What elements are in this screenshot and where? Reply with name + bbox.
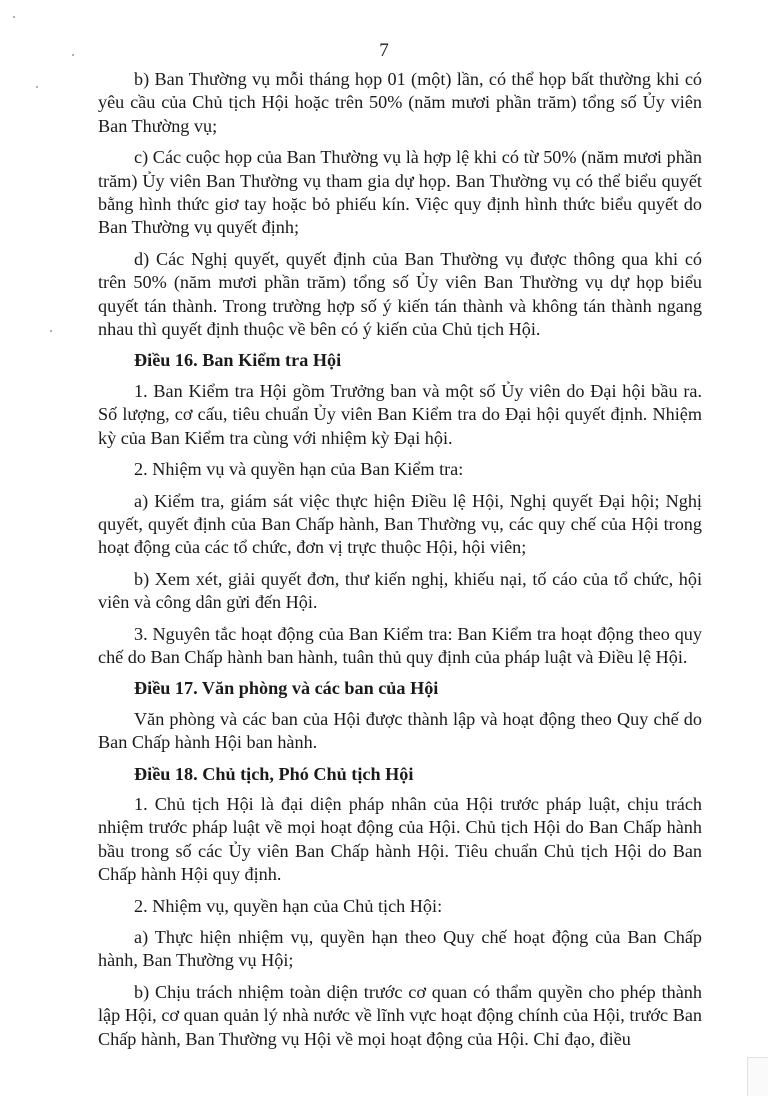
article-17-heading: Điều 17. Văn phòng và các ban của Hội bbox=[134, 678, 439, 699]
article-16-heading: Điều 16. Ban Kiểm tra Hội bbox=[134, 350, 342, 371]
scan-speck bbox=[50, 330, 52, 332]
page-number: 7 bbox=[379, 40, 389, 61]
article-18-clause-2: 2. Nhiệm vụ, quyền hạn của Chủ tịch Hội: bbox=[134, 895, 443, 916]
article-18-clause-1: 1. Chủ tịch Hội là đại diện pháp nhân của Hội trước pháp luật, chịu trách nhiệm trước pháp luật về mọi hoạt động của Hội. Chủ tịch Hội do Ban Chấp hành bầu trong số các Ủy viên Ban Chấp hành Hội. Tiêu chuẩn Chủ tịch Hội do Ban Chấp hành Hội quy định. bbox=[98, 793, 702, 885]
article-17-body: Văn phòng và các ban của Hội được thành lập và hoạt động theo Quy chế do Ban Chấp hành Hội ban hành. bbox=[98, 708, 702, 753]
article-18-heading: Điều 18. Chủ tịch, Phó Chủ tịch Hội bbox=[134, 763, 414, 784]
article-16-clause-1: 1. Ban Kiểm tra Hội gồm Trưởng ban và một số Ủy viên do Đại hội bầu ra. Số lượng, cơ cấu, tiêu chuẩn Ủy viên Ban Kiểm tra do Đại hội quyết định. Nhiệm kỳ của Ban Kiểm tra cùng với nhiệm kỳ Đại hội. bbox=[98, 380, 702, 448]
article-16-clause-2b: b) Xem xét, giải quyết đơn, thư kiến nghị, khiếu nại, tố cáo của tổ chức, hội viên và công dân gửi đến Hội. bbox=[98, 568, 702, 613]
article-16-clause-3: 3. Nguyên tắc hoạt động của Ban Kiểm tra: Ban Kiểm tra hoạt động theo quy chế do Ban Chấp hành ban hành, tuân thủ quy định của pháp luật và Điều lệ Hội. bbox=[98, 623, 702, 667]
scan-speck bbox=[13, 16, 15, 18]
paragraph-16b: b) Ban Thường vụ mỗi tháng họp 01 (một) lần, có thể họp bất thường khi có yêu cầu của Chủ tịch Hội hoặc trên 50% (năm mươi phần trăm) tổng số Ủy viên Ban Thường vụ; bbox=[98, 69, 702, 136]
article-16-clause-2: 2. Nhiệm vụ và quyền hạn của Ban Kiểm tra: bbox=[134, 459, 464, 480]
paragraph-16d: d) Các Nghị quyết, quyết định của Ban Thường vụ được thông qua khi có trên 50% (năm mươi phần trăm) tổng số Ủy viên Ban Thường vụ dự họp biểu quyết tán thành. Trong trường hợp số ý kiến tán thành và không tán thành ngang nhau thì quyết định thuộc về bên có ý kiến của Chủ tịch Hội. bbox=[98, 248, 702, 340]
article-18-clause-2a: a) Thực hiện nhiệm vụ, quyền hạn theo Quy chế hoạt động của Ban Chấp hành, Ban Thường vụ Hội; bbox=[98, 927, 702, 971]
article-18-clause-2b: b) Chịu trách nhiệm toàn diện trước cơ quan có thẩm quyền cho phép thành lập Hội, cơ quan quản lý nhà nước về lĩnh vực hoạt động chính của Hội, trước Ban Chấp hành, Ban Thường vụ Hội về mọi hoạt động của Hội. Chỉ đạo, điều bbox=[98, 981, 702, 1049]
article-16-clause-2a: a) Kiểm tra, giám sát việc thực hiện Điều lệ Hội, Nghị quyết Đại hội; Nghị quyết, quyết định của Ban Chấp hành, Ban Thường vụ, các quy chế của Hội trong hoạt động của các tổ chức, đơn vị trực thuộc Hội, hội viên; bbox=[98, 490, 702, 558]
scan-edge-artifact bbox=[747, 1057, 768, 1096]
document-body bbox=[98, 68, 702, 1059]
paragraph-16c: c) Các cuộc họp của Ban Thường vụ là hợp lệ khi có từ 50% (năm mươi phần trăm) Ủy viên Ban Thường vụ tham gia dự họp. Ban Thường vụ có thể biểu quyết bằng hình thức giơ tay hoặc bỏ phiếu kín. Việc quy định hình thức biểu quyết do Ban Thường vụ quyết định; bbox=[98, 147, 702, 238]
scan-speck bbox=[36, 86, 38, 88]
